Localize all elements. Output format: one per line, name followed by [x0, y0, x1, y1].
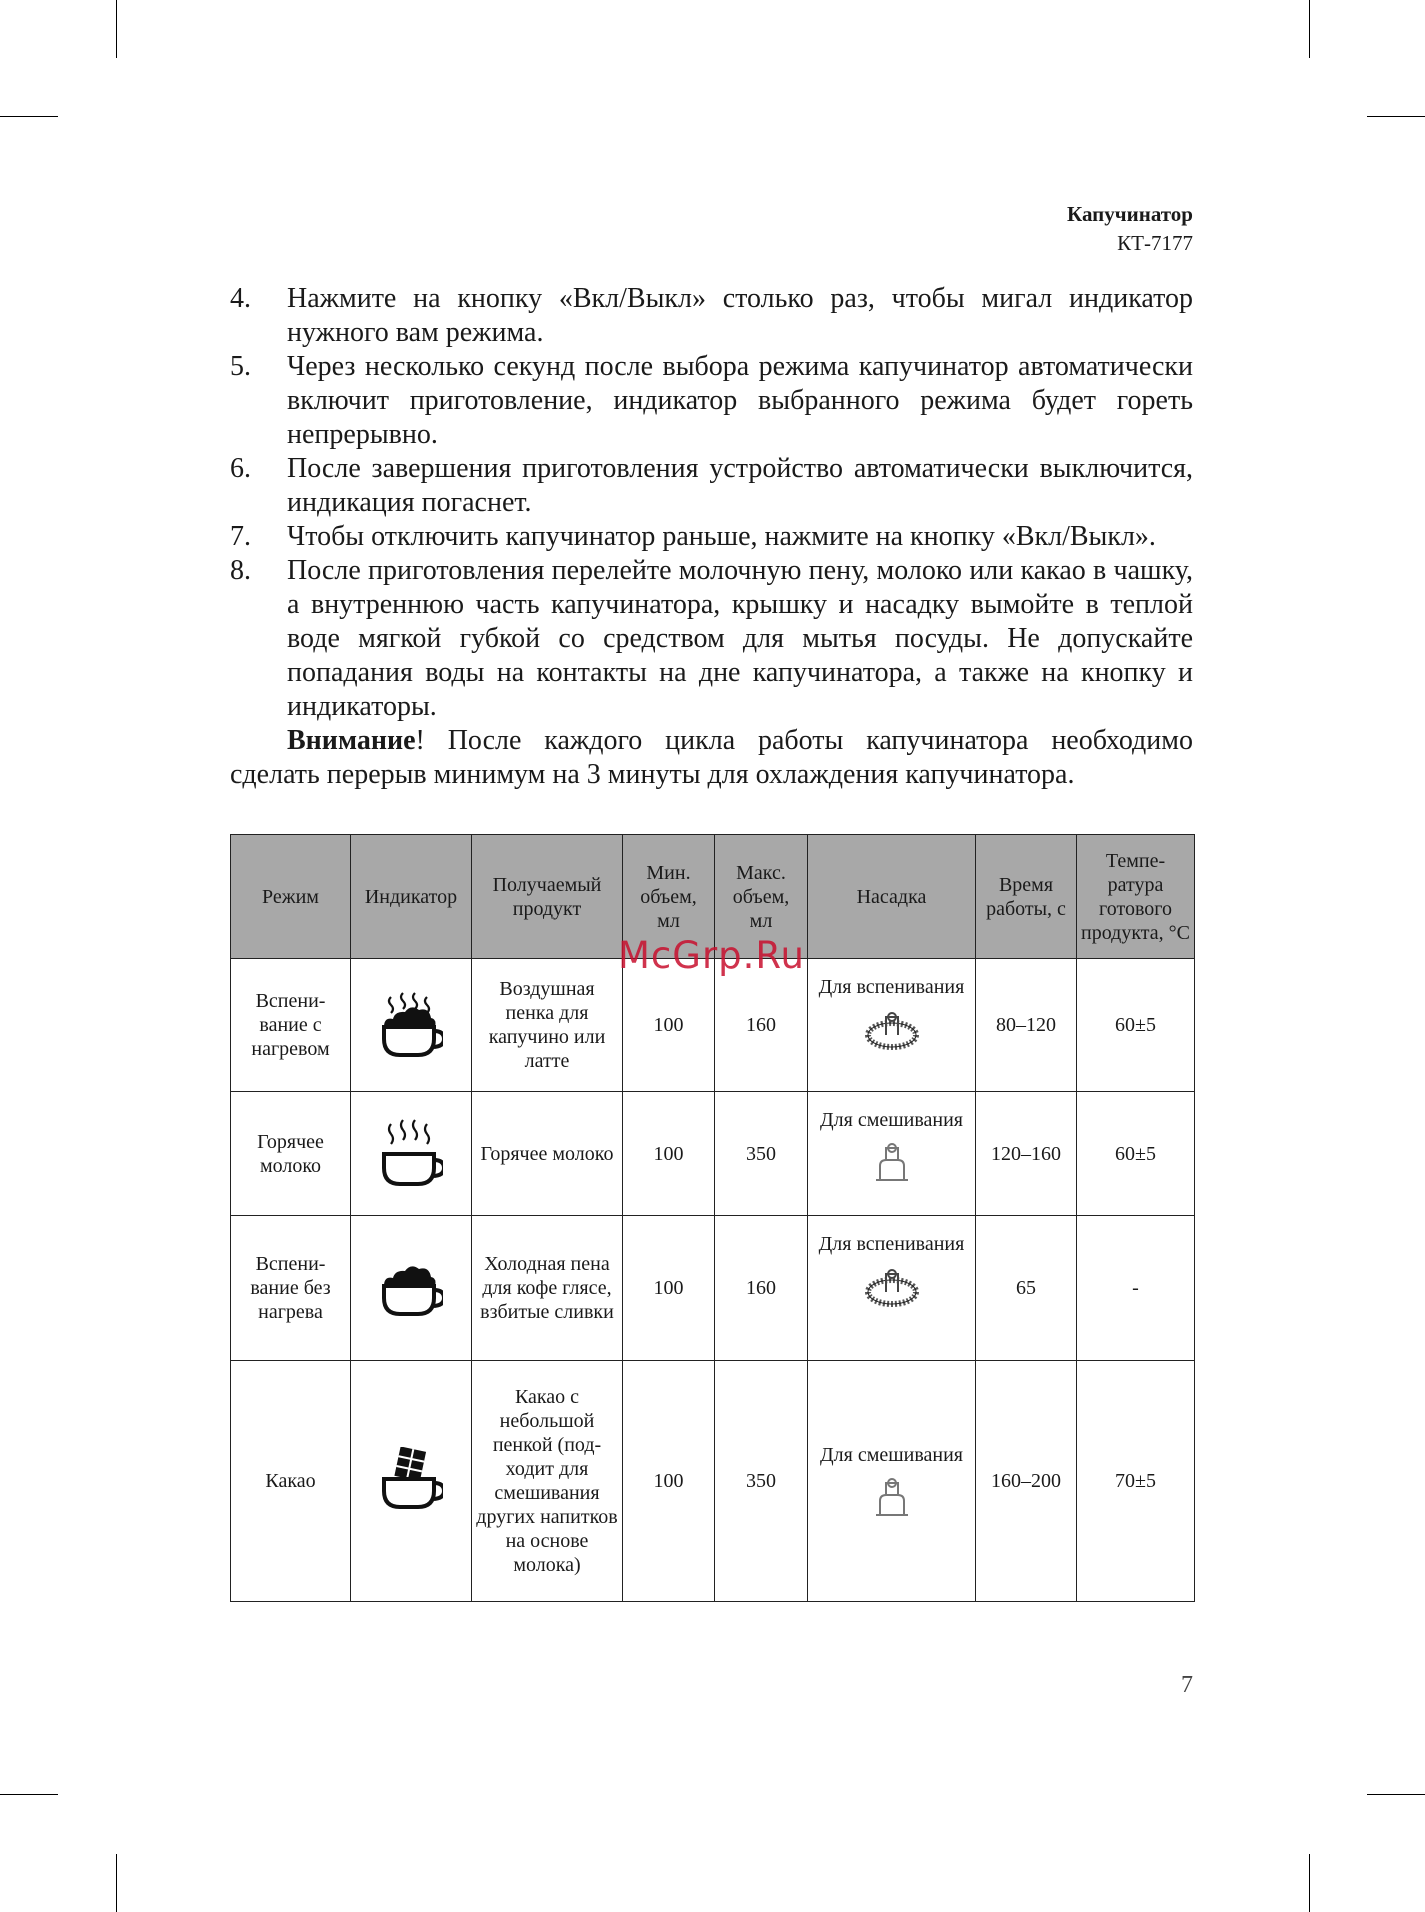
max-volume-cell: 160 — [715, 959, 808, 1092]
indicator-cell — [351, 959, 472, 1092]
crop-mark — [1367, 116, 1425, 117]
crop-mark — [0, 116, 58, 117]
warning-paragraph — [230, 724, 1193, 792]
product-name: Капучинатор — [1067, 202, 1193, 226]
mode-cell: Вспени-вание без нагрева — [231, 1216, 351, 1361]
product-cell: Какао с небольшой пенкой (под-ходит для смешивания других напитков на основе молока) — [472, 1361, 623, 1602]
cup-chocolate-icon — [379, 1447, 443, 1515]
mode-cell: Горячее молоко — [231, 1092, 351, 1216]
time-cell: 65 — [976, 1216, 1077, 1361]
whisk-spring-icon — [864, 1007, 920, 1053]
mode-cell: Какао — [231, 1361, 351, 1602]
temperature-cell: 60±5 — [1077, 1092, 1195, 1216]
step-number: 5. — [230, 351, 251, 382]
table-row — [231, 1092, 1195, 1216]
indicator-cell — [351, 1361, 472, 1602]
model-number: КТ-7177 — [1117, 231, 1193, 255]
indicator-cell — [351, 1092, 472, 1216]
attachment-label: Для вспенивания — [818, 976, 965, 998]
attachment-label: Для смешивания — [820, 1109, 963, 1131]
temperature-cell: 60±5 — [1077, 959, 1195, 1092]
crop-mark — [0, 1794, 58, 1795]
watermark: McGrp.Ru — [618, 934, 805, 977]
list-item — [230, 282, 1193, 350]
product-cell: Воздушная пенка для капучино или латте — [472, 959, 623, 1092]
step-number: 8. — [230, 555, 251, 586]
crop-mark — [1309, 0, 1310, 58]
max-volume-cell: 160 — [715, 1216, 808, 1361]
attachment-cell — [808, 1092, 976, 1216]
mode-cell: Вспени-вание с нагревом — [231, 959, 351, 1092]
min-volume-cell: 100 — [623, 1092, 715, 1216]
crop-mark — [1309, 1854, 1310, 1912]
attachment-cell — [808, 1361, 976, 1602]
crop-mark — [1367, 1794, 1425, 1795]
time-cell: 160–200 — [976, 1361, 1077, 1602]
product-cell: Холодная пена для кофе глясе, взбитые сливки — [472, 1216, 623, 1361]
step-text: Чтобы отключить капучинатор раньше, нажмите на кнопку «Вкл/Выкл». — [287, 521, 1156, 552]
attachment-label: Для смешивания — [820, 1444, 963, 1466]
min-volume-cell: 100 — [623, 959, 715, 1092]
mixing-attachment-icon — [866, 1475, 918, 1519]
table-row — [231, 959, 1195, 1092]
temperature-cell: 70±5 — [1077, 1361, 1195, 1602]
column-header: Индикатор — [351, 835, 472, 959]
max-volume-cell: 350 — [715, 1092, 808, 1216]
page-number: 7 — [1181, 1672, 1193, 1698]
step-text: Через несколько секунд после выбора режима капучинатор автоматически включит приготовление, индикатор выбранного режима будет гореть непрерывно. — [287, 351, 1193, 450]
column-header: Получаемый продукт — [472, 835, 623, 959]
product-cell: Горячее молоко — [472, 1092, 623, 1216]
column-header: Насадка — [808, 835, 976, 959]
step-number: 6. — [230, 453, 251, 484]
list-item — [230, 520, 1193, 554]
crop-mark — [116, 0, 117, 58]
attachment-cell — [808, 1216, 976, 1361]
list-item — [230, 452, 1193, 520]
column-header: Режим — [231, 835, 351, 959]
step-text: Нажмите на кнопку «Вкл/Выкл» столько раз, чтобы мигал индикатор нужного вам режима. — [287, 283, 1193, 348]
running-header — [1067, 200, 1193, 258]
cup-foam-steam-icon — [379, 989, 443, 1061]
time-cell: 80–120 — [976, 959, 1077, 1092]
whisk-spring-icon — [864, 1264, 920, 1310]
step-text: После приготовления перелейте молочную пену, молоко или какао в чашку, а внутреннюю часть капучинатора, крышку и насадку вымойте в теплой воде мягкой губкой со средством для мытья посуды. Не допускайте попадания воды на контакты на дне капучинатора, а также на кнопку и индикаторы. — [287, 555, 1193, 722]
min-volume-cell: 100 — [623, 1361, 715, 1602]
cup-steam-icon — [379, 1118, 443, 1190]
warning-label: Внимание — [287, 725, 416, 756]
list-item — [230, 350, 1193, 452]
temperature-cell: - — [1077, 1216, 1195, 1361]
column-header: Мин. объем, мл — [623, 835, 715, 959]
table-row — [231, 1361, 1195, 1602]
column-header: Время работы, с — [976, 835, 1077, 959]
column-header: Темпе-ратура готового продукта, °С — [1077, 835, 1195, 959]
indicator-cell — [351, 1216, 472, 1361]
cup-foam-icon — [379, 1256, 443, 1320]
time-cell: 120–160 — [976, 1092, 1077, 1216]
attachment-cell — [808, 959, 976, 1092]
warning-text: ! После каждого цикла работы капучинатора необходимо сделать перерыв минимум на 3 минуты для охлаждения капучинатора. — [230, 725, 1193, 790]
min-volume-cell: 100 — [623, 1216, 715, 1361]
step-number: 4. — [230, 283, 251, 314]
step-number: 7. — [230, 521, 251, 552]
crop-mark — [116, 1854, 117, 1912]
column-header: Макс. объем, мл — [715, 835, 808, 959]
attachment-label: Для вспенивания — [818, 1233, 965, 1255]
instruction-list — [230, 282, 1193, 792]
list-item — [230, 554, 1193, 724]
step-text: После завершения приготовления устройство автоматически выключится, индикация погаснет. — [287, 453, 1193, 518]
max-volume-cell: 350 — [715, 1361, 808, 1602]
table-row — [231, 1216, 1195, 1361]
mixing-attachment-icon — [866, 1140, 918, 1184]
